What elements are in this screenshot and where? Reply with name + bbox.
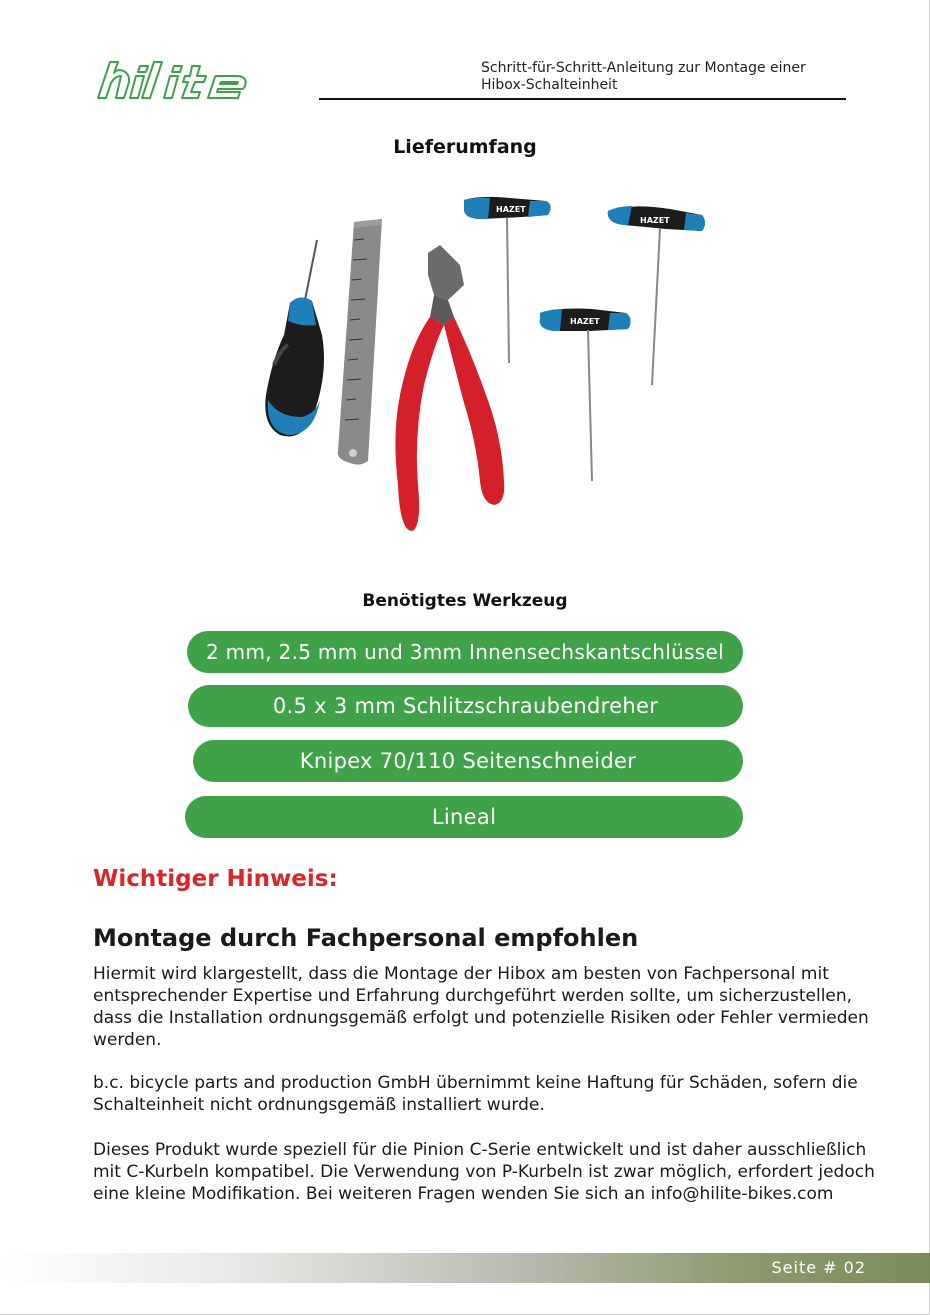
tool-item-hex-keys: 2 mm, 2.5 mm und 3mm Innensechskantschlüssel [187, 631, 743, 673]
contents-heading: Lieferumfang [393, 136, 537, 158]
photo-brand-2: HAZET [640, 216, 670, 225]
tool-item-screwdriver: 0.5 x 3 mm Schlitzschraubendreher [188, 685, 743, 727]
tool-item-side-cutter: Knipex 70/110 Seitenschneider [193, 740, 743, 782]
hex-key-icon [608, 206, 705, 385]
warning-heading: Wichtiger Hinweis: [93, 866, 338, 892]
hilite-logo [88, 56, 310, 104]
document-title [481, 60, 806, 94]
page-number: Seite # 02 [771, 1258, 866, 1277]
title-line-2: Hibox-Schalteinheit [481, 77, 618, 93]
header-divider [319, 98, 846, 100]
pliers-icon [395, 245, 504, 531]
title-line-1: Schritt-für-Schritt-Anleitung zur Montage einer [481, 60, 806, 76]
photo-brand-1: HAZET [496, 205, 526, 214]
notice-paragraph-3: Dieses Produkt wurde speziell für die Pinion C-Serie entwickelt und ist daher ausschließlich mit C-Kurbeln kompatibel. Die Verwendung von P-Kurbeln ist zwar möglich, erfordert jedoch eine kleine Modifikation. Bei weiteren Fragen wenden Sie sich an info@hilite-bikes.com [93, 1140, 875, 1204]
notice-paragraph-1: Hiermit wird klargestellt, dass die Montage der Hibox am besten von Fachpersonal mit entsprechender Expertise und Erfahrung durchgeführt werden sollte, um sicherzustellen, dass die Installation ordnungsgemäß erfolgt und potenzielle Risiken oder Fehler vermieden werden. [93, 964, 869, 1050]
notice-heading: Montage durch Fachpersonal empfohlen [93, 924, 639, 952]
tools-heading: Benötigtes Werkzeug [362, 591, 568, 611]
tools-photo [250, 185, 720, 545]
notice-paragraph-2: b.c. bicycle parts and production GmbH übernimmt keine Haftung für Schäden, sofern die Schalteinheit nicht ordnungsgemäß installiert wurde. [93, 1073, 858, 1115]
hex-key-icon [540, 309, 631, 482]
photo-brand-3: HAZET [570, 317, 600, 326]
ruler-icon [338, 219, 382, 465]
hex-key-icon [464, 197, 551, 363]
screwdriver-icon [265, 240, 324, 436]
tool-item-ruler: Lineal [185, 796, 743, 838]
